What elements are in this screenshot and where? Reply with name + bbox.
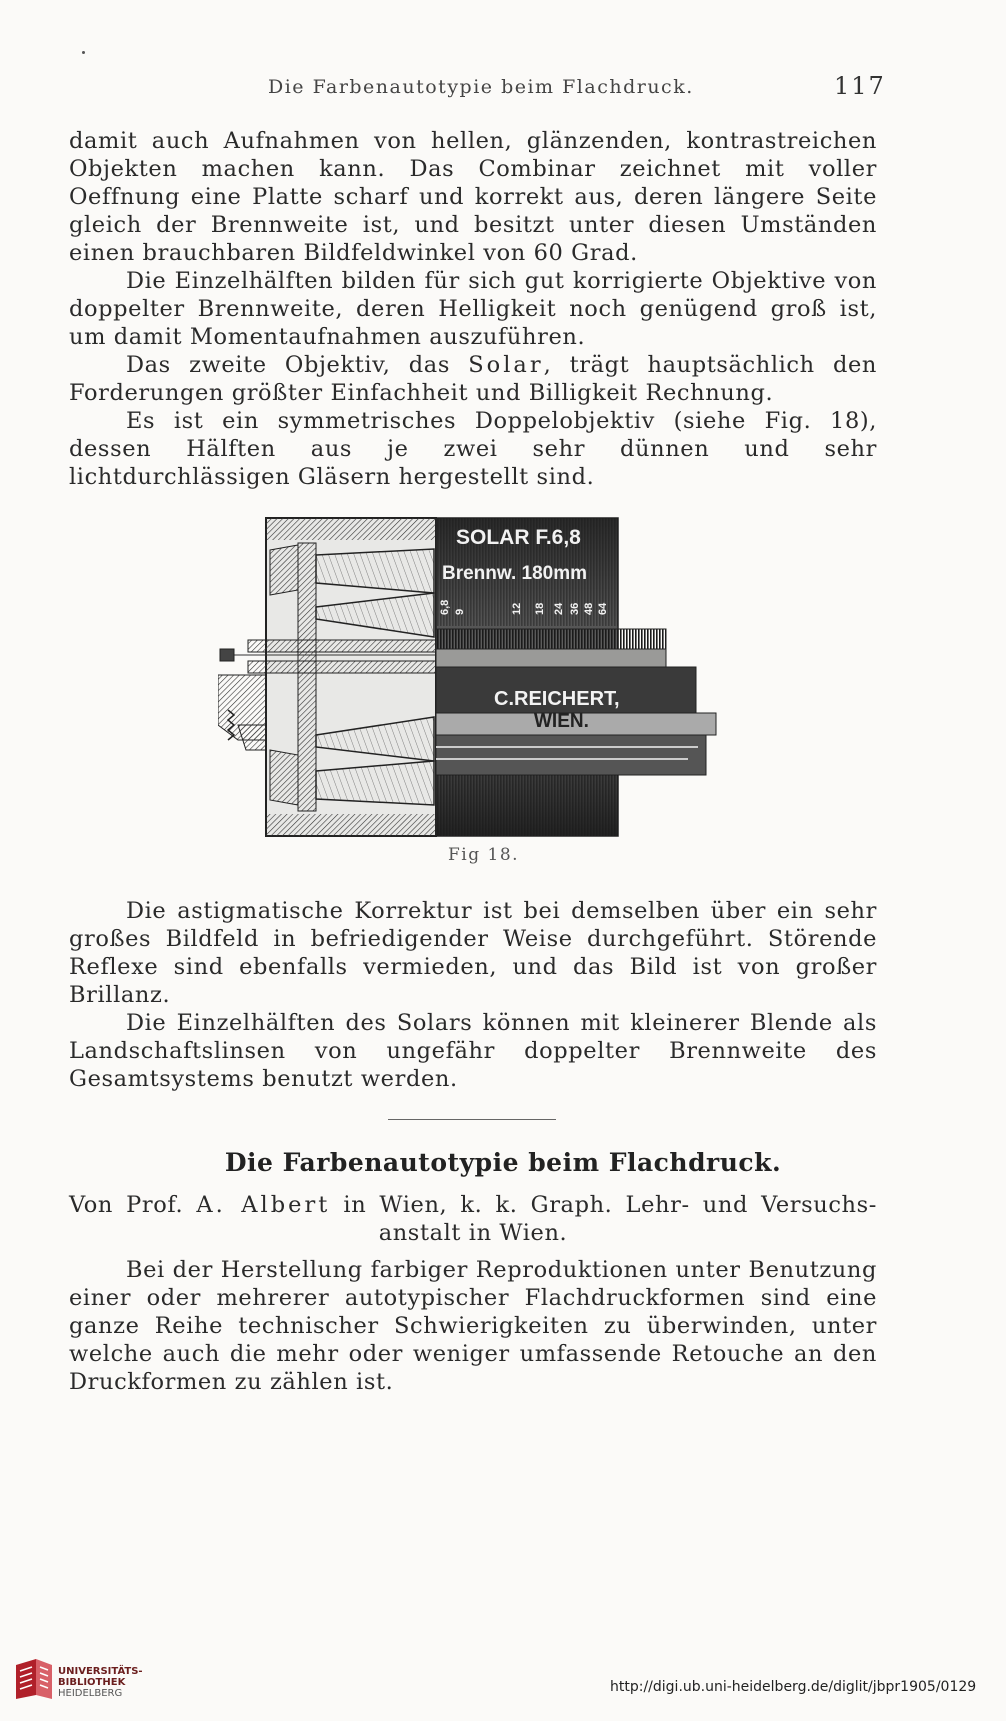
library-line1: UNIVERSITÄTS- [58,1666,143,1677]
solar-name: Solar [468,352,544,378]
paragraph: Die astigmatische Korrektur ist bei demselben über ein sehr großes Bildfeld in befriedigender Weise durchgeführt. Störende Reflexe sind ebenfalls vermieden, und das Bild ist von großer Brillanz. [69,898,877,1008]
lens-illustration [218,515,728,840]
running-title: Die Farbenautotypie beim Flachdruck. [268,76,694,98]
text-block-article [69,1256,877,1396]
library-line3: HEIDELBERG [58,1688,123,1699]
aperture-mark: 12 [511,602,523,615]
lens-exterior [436,518,716,836]
print-speck [82,51,85,54]
paragraph: Bei der Herstellung farbiger Reproduktionen unter Benutzung einer oder mehrerer autotypischer Flachdruckformen sind eine ganze Reihe technischer Schwierigkeiten zu überwinden, unter welche auch die mehr oder weniger umfassende Retouche an den Druckformen zu zählen ist. [69,1257,877,1395]
aperture-mark: 36 [569,602,581,615]
byline-line2: anstalt in Wien. [378,1220,568,1246]
aperture-mark: 64 [597,602,609,615]
source-url-link[interactable]: http://digi.ub.uni-heidelberg.de/diglit/jbpr1905/0129 [610,1679,977,1695]
article-byline [69,1191,877,1247]
aperture-mark: 48 [583,602,595,615]
page-number: 117 [834,72,886,100]
aperture-mark: 18 [534,602,546,615]
paragraph-solar [69,351,877,407]
library-logo-icon [8,1655,58,1705]
section-divider [388,1119,556,1120]
paragraph: damit auch Aufnahmen von hellen, glänzenden, kontrastreichen Objekten machen kann. Das Combinar zeichnet mit voller Oeffnung eine Platte scharf und korrekt aus, deren längere Seite gleich der Brennweite ist, und besitzt unter diesen Umständen einen brauchbaren Bildfeldwinkel von 60 Grad. [69,128,877,266]
paragraph: Es ist ein symmetrisches Doppelobjektiv (siehe Fig. 18), dessen Hälften aus je zwei sehr dünnen und sehr lichtdurchlässigen Gläsern hergestellt sind. [69,408,877,490]
byline-line1 [69,1191,877,1219]
text-block-middle [69,897,877,1093]
aperture-mark: 24 [553,602,565,615]
article-heading: Die Farbenautotypie beim Flachdruck. [224,1148,782,1177]
cutaway-section [218,518,436,836]
byline-rest: in Wien, k. k. Graph. Lehr- und Versuchs- [330,1192,877,1218]
paragraph: Die Einzelhälften des Solars können mit kleinerer Blende als Landschaftslinsen von ungefähr doppelter Brennweite des Gesamtsystems benutzt werden. [69,1010,877,1092]
solar-text-before: Das zweite Objektiv, das [126,352,469,378]
paragraph: Die Einzelhälften bilden für sich gut korrigierte Objektive von doppelter Brennweite, deren Helligkeit noch genügend groß ist, um damit Momentaufnahmen auszuführen. [69,268,877,350]
aperture-mark: 6,8 [439,599,451,615]
byline-author: A. Albert [196,1192,331,1218]
solar-text-after: , trägt hauptsächlich den Forderungen größter Einfachheit und Billigkeit Rechnung. [69,352,877,406]
engraving-city: WIEN. [534,711,589,732]
engraving-solar: SOLAR F.6,8 [456,526,581,549]
figure-caption: Fig 18. [448,845,520,865]
byline-prefix: Von Prof. [69,1192,197,1218]
aperture-mark: 9 [454,608,466,615]
library-name [58,1666,143,1699]
engraving-focal-length: Brennw. 180mm [442,563,588,584]
library-line2: BIBLIOTHEK [58,1677,126,1688]
text-block-top [69,127,877,491]
engraving-maker: C.REICHERT, [494,688,620,710]
